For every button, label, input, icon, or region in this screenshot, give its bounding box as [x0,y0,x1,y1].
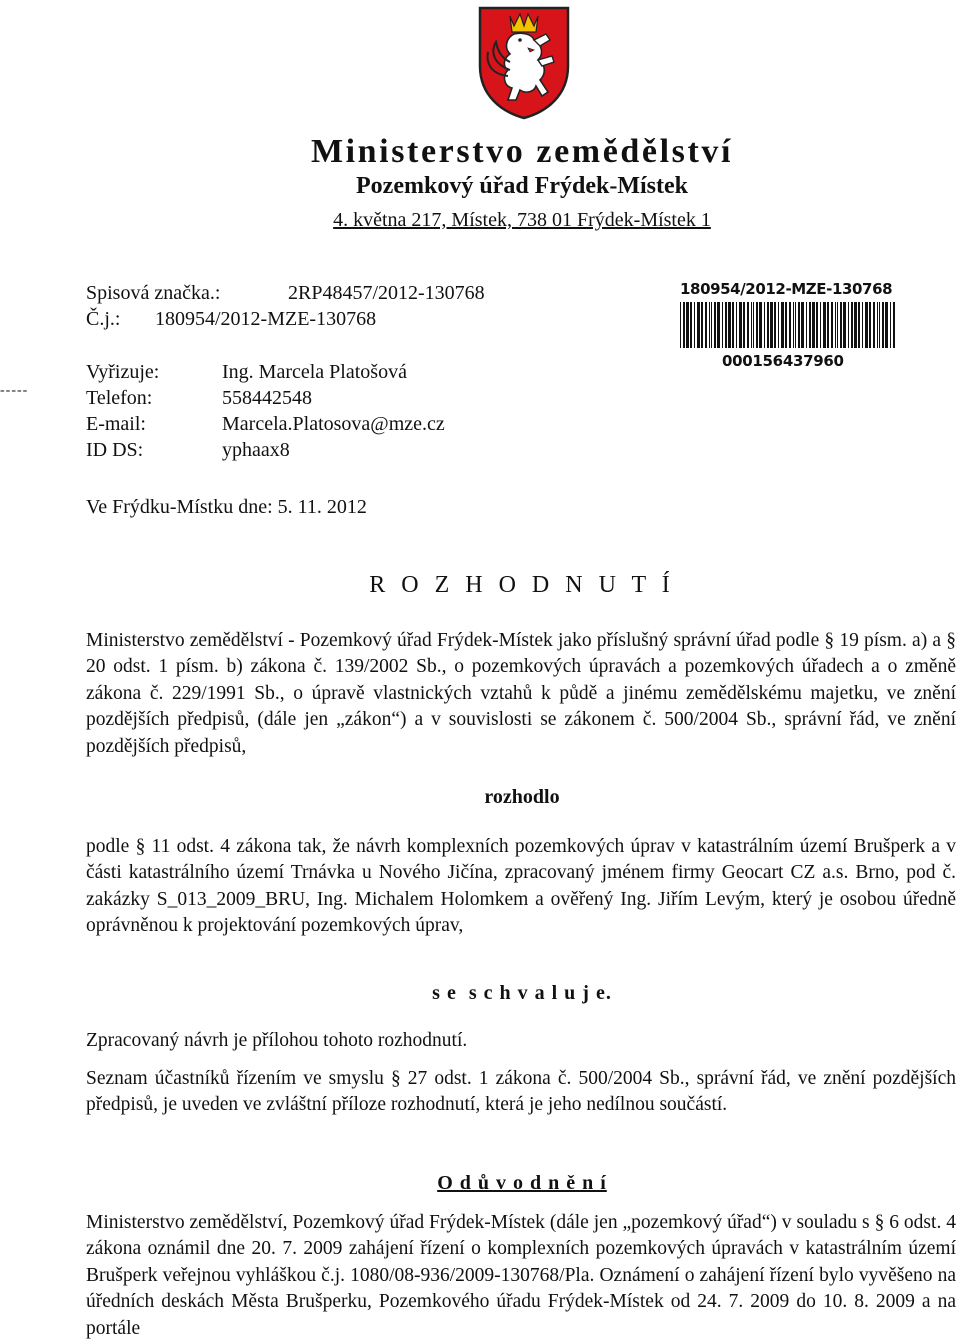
barcode-icon [680,302,896,348]
barcode-bar [831,302,833,348]
spis-label: Spisová značka.: [86,282,221,304]
barcode-bar [711,302,712,348]
barcode-bar [736,302,737,348]
spis-row [0,280,600,306]
barcode-bar [725,302,727,348]
barcode-bar [683,302,685,348]
barcode-bar [705,302,707,348]
decision-paragraph [86,834,956,940]
barcode-bar [854,302,857,348]
office-address-text: 4. května 217, Místek, 738 01 Frýdek-Místek 1 [333,209,711,231]
barcode-bar [743,302,745,348]
email-row [0,411,600,437]
barcode-bar [694,302,695,348]
barcode-bar [877,302,878,348]
barcode-bar [764,302,765,348]
barcode-bar [697,302,700,348]
office-name: Pozemkový úřad Frýdek-Místek [356,173,688,199]
cj-label: Č.j.: [86,308,121,330]
reasoning-paragraph-text: Ministerstvo zemědělství, Pozemkový úřad Frýdek-Místek (dále jen „pozemkový úřad“) v souladu s § 6 odst. 4 zákona oznámil dne 20. 7. 2009 zahájení řízení o komplexních pozemkových úpravách v katastrálním území Brušperk veřejnou vyhláškou č.j. 1080/08-936/2009-130768/Pla. Oznámení o zahájení řízení bylo vyvěšeno na úředních deskách Města Brušperku, Pozemkového úřadu Frýdek-Místek od 24. 7. 2009 do 10. 8. 2009 a na portále [86,1212,956,1339]
participants-paragraph [86,1066,956,1119]
participants-paragraph-text: Seznam účastníků řízením ve smyslu § 27 odst. 1 zákona č. 500/2004 Sb., správní řád, ve znění pozdějších předpisů, je uveden ve zvláštní příloze rozhodnutí, která je jeho nedílnou součástí. [86,1068,956,1116]
barcode-bar [798,302,800,348]
vyrizuje-row [0,359,600,385]
barcode-bar [759,302,762,348]
vyrizuje-label: Vyřizuje: [86,361,160,383]
barcode-bar [732,302,734,348]
barcode-bar [774,302,776,348]
reasoning-paragraph [86,1210,956,1342]
attachment-note [86,1028,956,1054]
intro-paragraph-text: Ministerstvo zemědělství - Pozemkový úřad Frýdek-Místek jako příslušný správní úřad podle § 19 písm. a) a § 20 odst. 1 písm. b) zákona č. 139/2002 Sb., o pozemkových úpravách a pozemkových úřadech a o změně zákona č. 229/1991 Sb., o úpravě vlastnických vztahů k půdě a jinému zemědělskému majetku, ve znění pozdějších předpisů, (dále jen „zákon“) a v souvislosti se zákonem č. 500/2004 Sb., správní řád, ve znění pozdějších předpisů, [86,630,956,757]
email-value: Marcela.Platosova@mze.cz [222,413,445,435]
ds-value: yphaax8 [222,439,290,461]
ministry-name: Ministerstvo zemědělství [310,133,734,170]
telefon-label: Telefon: [86,387,153,409]
barcode-bar [728,302,731,348]
barcode-bar [862,302,863,348]
barcode-bar [756,302,758,348]
barcode-bar [869,302,871,348]
barcode-bar [701,302,703,348]
ds-row [0,437,600,463]
barcode-bar [806,302,807,348]
cj-row [0,306,600,332]
barcode-bar [801,302,804,348]
barcode-bar [717,302,720,348]
barcode-bar [865,302,868,348]
barcode-bar [893,302,895,348]
date-line: Ve Frýdku-Místku dne: 5. 11. 2012 [86,496,367,518]
barcode-bar [795,302,796,348]
barcode-bar [882,302,884,348]
intro-paragraph [86,628,956,760]
barcode-bar [835,302,836,348]
barcode-bar [747,302,749,348]
attachment-note-text: Zpracovaný návrh je přílohou tohoto rozhodnutí. [86,1030,468,1051]
barcode-bar [843,302,846,348]
telefon-row [0,385,600,411]
barcode-bar [785,302,787,348]
barcode-bar [890,302,891,348]
ds-label: ID DS: [86,439,144,461]
barcode-bar [885,302,888,348]
barcode-bar [879,302,880,348]
barcode-bar [680,302,681,348]
barcode-bar [753,302,754,348]
barcode-bar [714,302,716,348]
barcode-bar [851,302,853,348]
margin-mark: ----- [0,383,29,398]
barcode-number: 000156437960 [722,352,844,370]
barcode-bar [820,302,821,348]
cj-value: 180954/2012-MZE-130768 [155,308,377,330]
barcode-bar [858,302,860,348]
barcode-bar [793,302,794,348]
state-emblem-icon [476,4,572,120]
barcode-bar [709,302,710,348]
barcode-bar [686,302,689,348]
barcode-bar [778,302,779,348]
barcode-bar [816,302,818,348]
barcode-bar [722,302,723,348]
decision-paragraph-text: podle § 11 odst. 4 zákona tak, že návrh komplexních pozemkových úprav v katastrálním území Brušperk a v části katastrálního území Trnávka u Nového Jičína, zpracovaný jménem firmy Geocart CZ a.s. Brno, pod č. zakázky S_013_2009_BRU, Ing. Michalem Holomkem a ověřený Ing. Jiřím Levým, který je osobou úředně oprávněnou k projektování pozemkových úprav, [86,836,956,937]
barcode-bar [751,302,752,348]
barcode-bar [823,302,826,348]
rozhodlo-heading: rozhodlo [484,786,560,808]
barcode-bar [767,302,769,348]
barcode-bar [812,302,815,348]
barcode-bar [840,302,842,348]
schvaluje-heading: s e s c h v a l u j e. [432,982,612,1004]
barcode-bar [770,302,773,348]
barcode-bar [690,302,692,348]
barcode-bar [827,302,829,348]
decision-title: R O Z H O D N U T Í [369,572,675,598]
spis-value: 2RP48457/2012-130768 [288,282,485,304]
barcode-bar [739,302,742,348]
barcode-bar [809,302,811,348]
barcode-bar [837,302,838,348]
barcode-top-text: 180954/2012-MZE-130768 [680,280,893,298]
office-address [0,206,960,234]
reasoning-title: O d ů v o d n ě n í [437,1172,607,1194]
barcode-bar [848,302,849,348]
barcode-bar [873,302,875,348]
email-label: E-mail: [86,413,146,435]
telefon-value: 558442548 [222,387,312,409]
barcode-bar [789,302,791,348]
vyrizuje-value: Ing. Marcela Platošová [222,361,407,383]
barcode-bar [781,302,784,348]
